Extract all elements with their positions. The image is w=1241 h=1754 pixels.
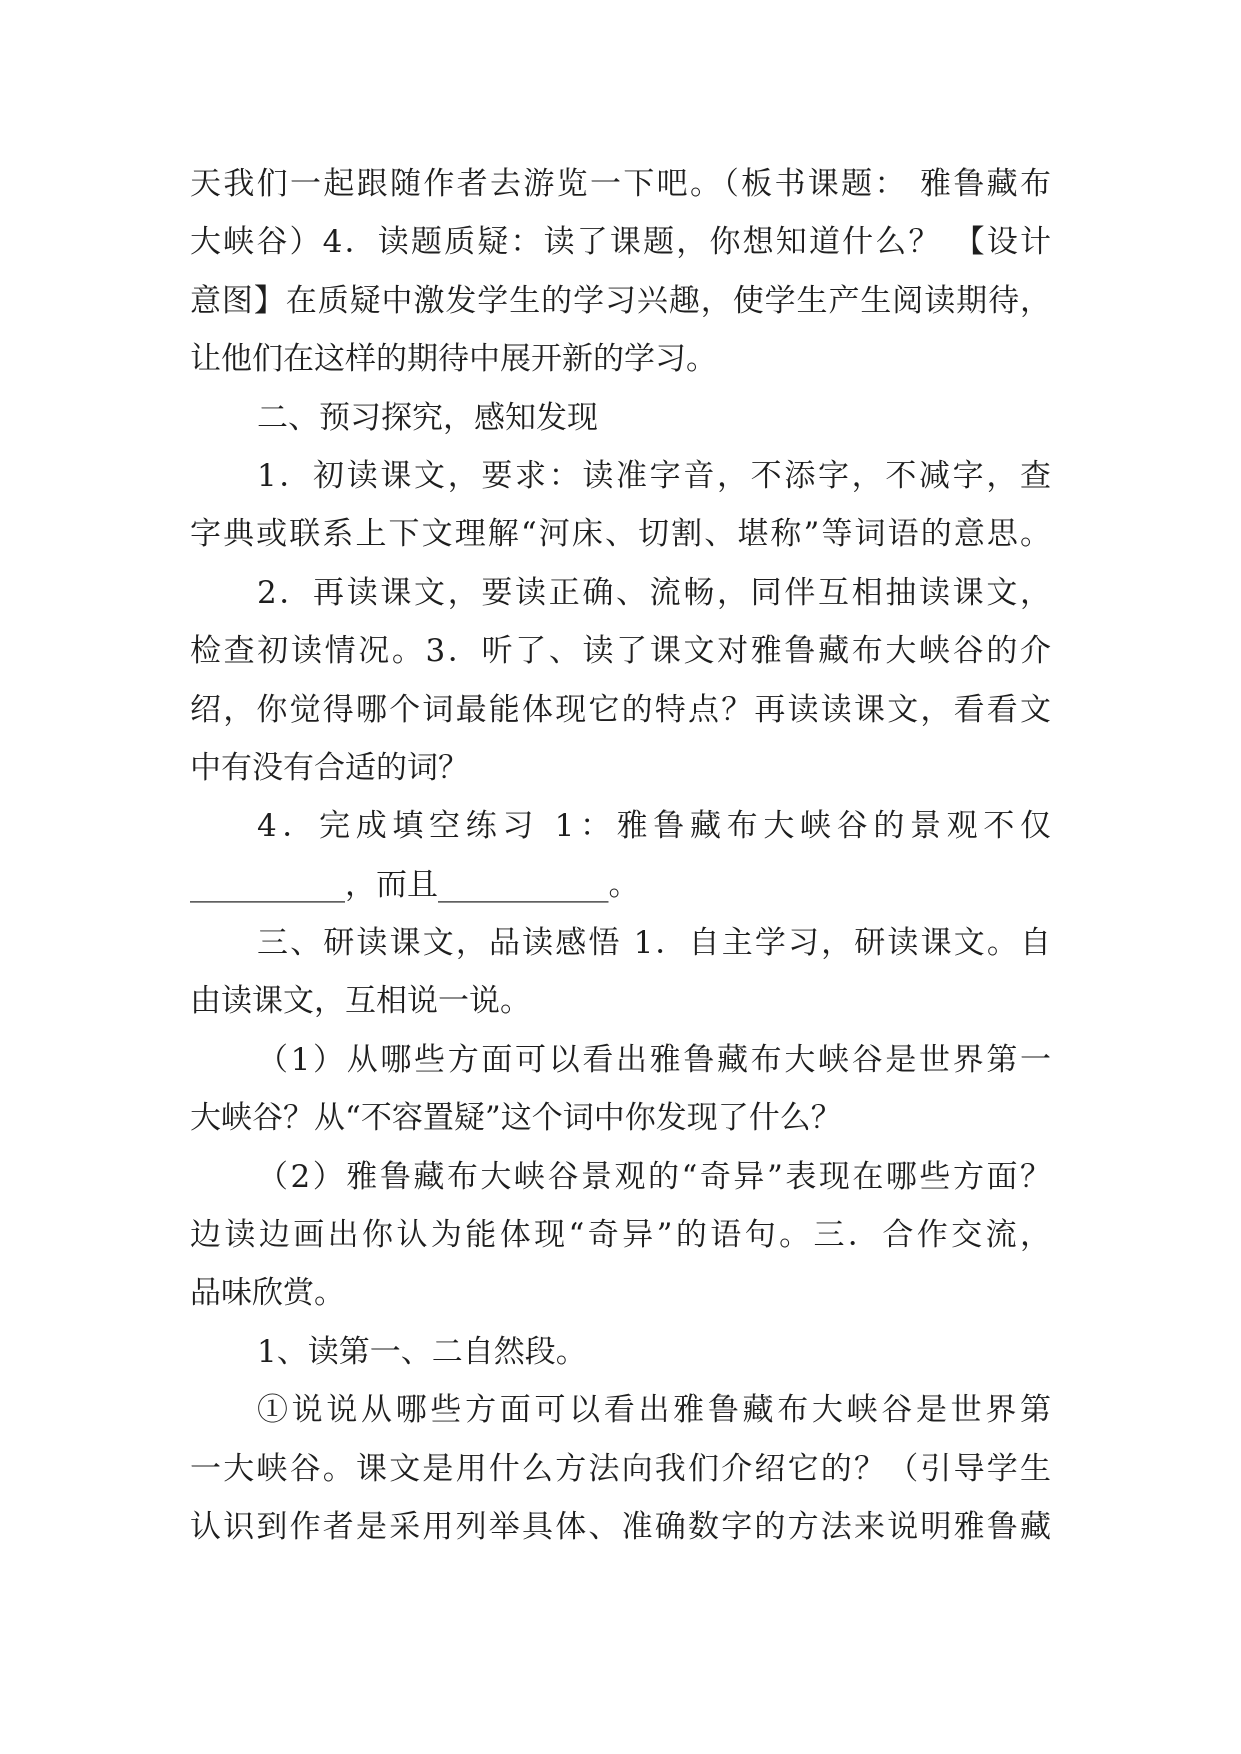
text-line: 绍，你觉得哪个词最能体现它的特点？再读读课文，看看文 [190, 691, 1051, 728]
question-item: （1）从哪些方面可以看出雅鲁藏布大峡谷是世界第一 [257, 1041, 1051, 1078]
section-heading: 三、研读课文，品读感悟 1．自主学习，研读课文。自 [257, 925, 1051, 962]
text-line: 字典或联系上下文理解“河床、切割、堪称”等词语的意思。 [190, 516, 1051, 553]
text-line: 大峡谷）4．读题质疑：读了课题，你想知道什么？ 【设计 [190, 224, 1051, 261]
text-line: 品味欣赏。 [190, 1275, 345, 1312]
question-item: （2）雅鲁藏布大峡谷景观的“奇异”表现在哪些方面？ [257, 1158, 1051, 1195]
text-line: 一大峡谷。课文是用什么方法向我们介绍它的？（引导学生 [190, 1450, 1051, 1487]
body-text [190, 155, 1051, 1556]
text-line: ①说说从哪些方面可以看出雅鲁藏布大峡谷是世界第 [257, 1392, 1051, 1429]
text-line: 由读课文，互相说一说。 [190, 983, 531, 1020]
text-line: 1．初读课文，要求：读准字音，不添字，不减字，查 [257, 457, 1051, 494]
text-line: 天我们一起跟随作者去游览一下吧。（板书课题： 雅鲁藏布 [190, 166, 1051, 202]
text-line: 4．完成填空练习 1：雅鲁藏布大峡谷的景观不仅 [257, 808, 1051, 845]
text-line: 2．再读课文，要读正确、流畅，同伴互相抽读课文， [257, 574, 1051, 611]
text-line: 大峡谷？从“不容置疑”这个词中你发现了什么？ [190, 1100, 842, 1137]
section-heading: 二、预习探究，感知发现 [257, 399, 598, 436]
fill-in-blank-line: __________，而且___________。 [190, 866, 640, 903]
text-line: 中有没有合适的词？ [190, 749, 469, 786]
text-line: 检查初读情况。3．听了、读了课文对雅鲁藏布大峡谷的介 [190, 633, 1051, 670]
text-line: 认识到作者是采用列举具体、准确数字的方法来说明雅鲁藏 [190, 1508, 1051, 1545]
text-line: 1、读第一、二自然段。 [257, 1333, 587, 1370]
text-line: 意图】在质疑中激发学生的学习兴趣，使学生产生阅读期待， [190, 282, 1051, 319]
text-line: 让他们在这样的期待中展开新的学习。 [190, 341, 717, 378]
text-line: 边读边画出你认为能体现“奇异”的语句。三．合作交流， [190, 1217, 1051, 1254]
